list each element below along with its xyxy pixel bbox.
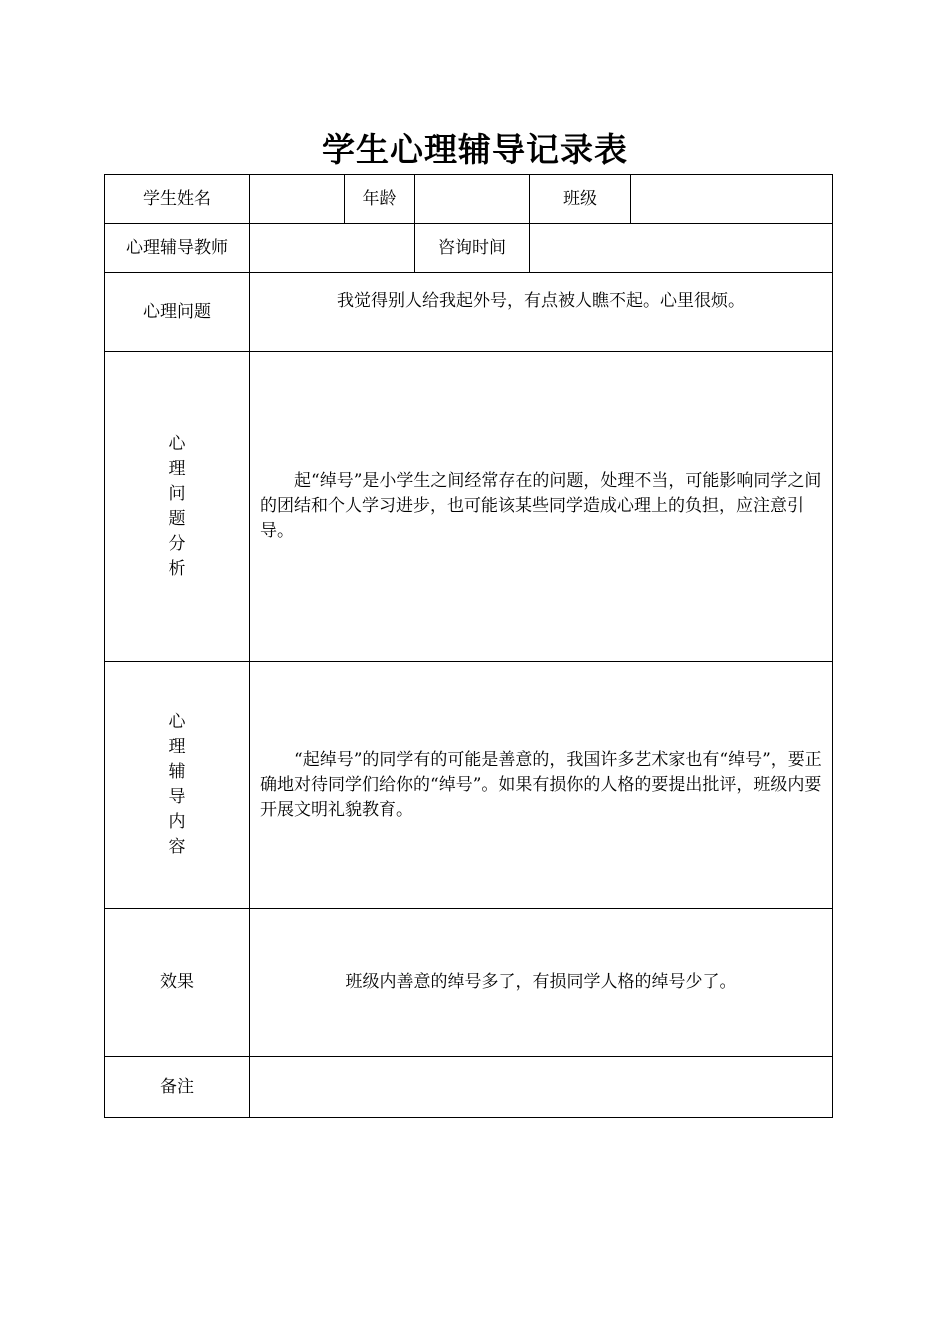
table-row	[105, 273, 833, 352]
class-label: 班级	[530, 175, 631, 224]
table-row	[105, 224, 833, 273]
problem-cell	[250, 273, 833, 352]
remarks-field[interactable]	[250, 1057, 833, 1118]
page-title: 学生心理辅导记录表	[322, 130, 628, 169]
problem-text: 我觉得别人给我起外号，有点被人瞧不起。心里很烦。	[337, 291, 745, 311]
counseling-text: “起绰号”的同学有的可能是善意的，我国许多艺术家也有“绰号”，要正确地对待同学们给你的“绰号”。如果有损你的人格的要提出批评，班级内要开展文明礼貌教育。	[260, 749, 822, 820]
counseling-record-table	[104, 174, 833, 1118]
student-name-label: 学生姓名	[105, 175, 250, 224]
consult-time-label: 咨询时间	[415, 224, 530, 273]
class-field[interactable]	[631, 175, 833, 224]
table-row	[105, 352, 833, 662]
analysis-label-cell	[105, 352, 250, 662]
table-row	[105, 909, 833, 1057]
analysis-cell	[250, 352, 833, 662]
table-row	[105, 662, 833, 909]
problem-label: 心理问题	[105, 273, 250, 352]
age-field[interactable]	[415, 175, 530, 224]
age-label: 年龄	[345, 175, 415, 224]
effect-label: 效果	[105, 909, 250, 1057]
counseling-cell	[250, 662, 833, 909]
counseling-label-cell	[105, 662, 250, 909]
teacher-field[interactable]	[250, 224, 415, 273]
consult-time-field[interactable]	[530, 224, 833, 273]
analysis-text: 起“绰号”是小学生之间经常存在的问题，处理不当，可能影响同学之间的团结和个人学习进步，也可能该某些同学造成心理上的负担，应注意引导。	[260, 471, 822, 541]
teacher-label: 心理辅导教师	[105, 224, 250, 273]
student-name-field[interactable]	[250, 175, 345, 224]
table-row	[105, 175, 833, 224]
effect-text: 班级内善意的绰号多了，有损同学人格的绰号少了。	[250, 909, 833, 1057]
table-row	[105, 1057, 833, 1118]
remarks-label: 备注	[105, 1057, 250, 1118]
analysis-label: 心理问题分析	[168, 433, 186, 579]
counseling-label: 心理辅导内容	[168, 712, 186, 857]
